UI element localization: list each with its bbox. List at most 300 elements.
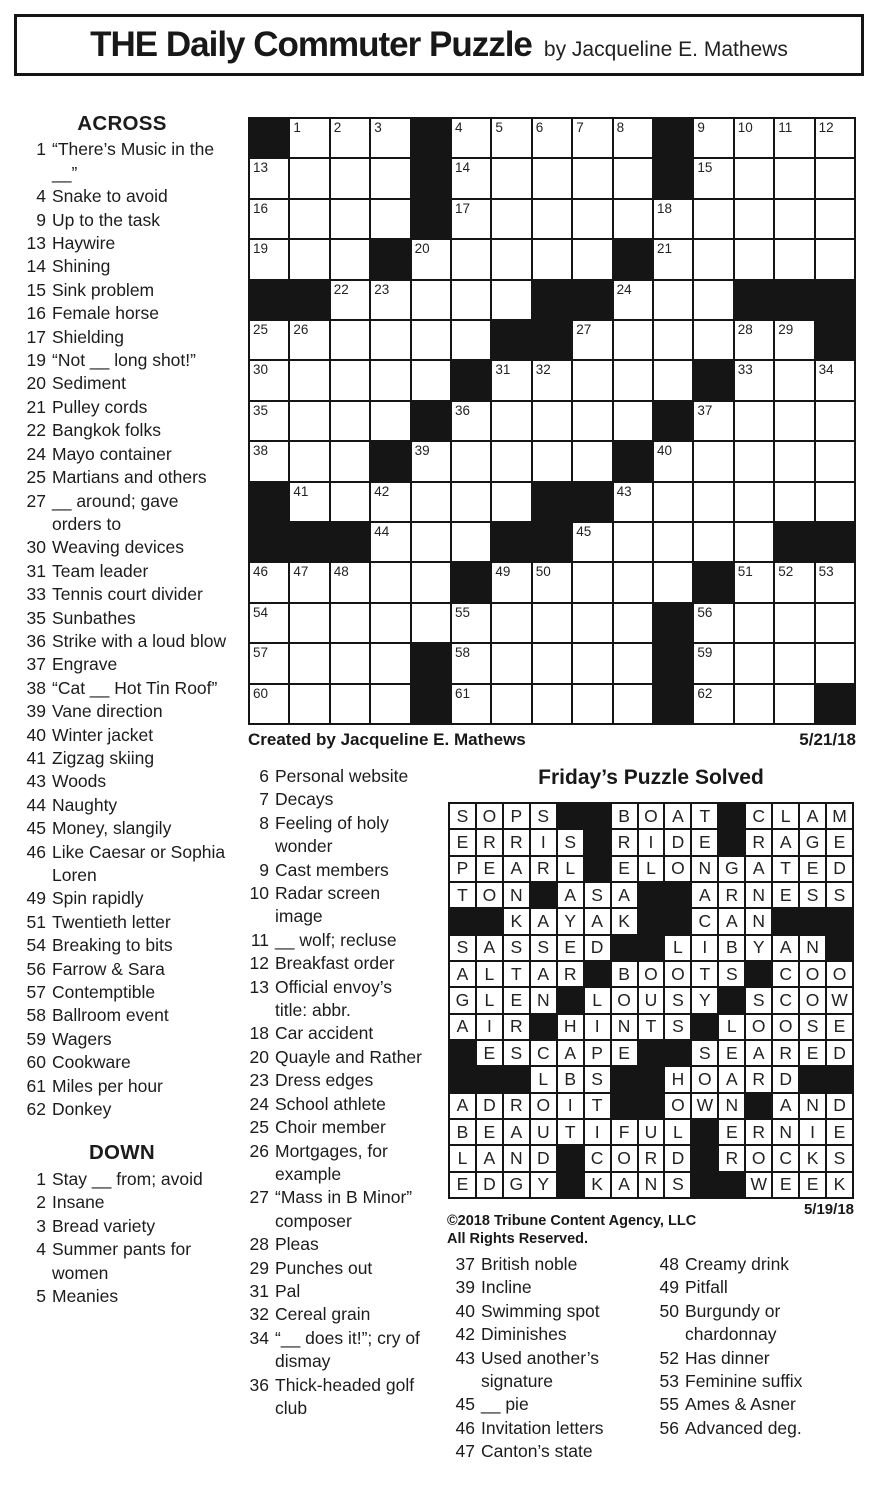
grid-cell xyxy=(371,604,409,642)
grid-cell xyxy=(531,1146,556,1170)
grid-cell xyxy=(250,442,288,480)
clue-text: Dress edges xyxy=(275,1070,374,1091)
down-clue-list-middle xyxy=(242,765,422,1420)
clue-item xyxy=(16,934,228,957)
grid-cell xyxy=(614,563,652,601)
cell-letter: S xyxy=(672,1174,684,1195)
cell-letter: G xyxy=(805,831,820,852)
grid-cell xyxy=(800,1173,825,1197)
grid-cell xyxy=(612,1120,637,1144)
grid-cell xyxy=(412,604,450,642)
clue-item xyxy=(242,1233,422,1256)
black-square xyxy=(412,200,450,238)
grid-cell xyxy=(800,936,825,960)
grid-cell xyxy=(639,804,664,828)
grid-cell xyxy=(773,1094,798,1118)
byline: by Jacqueline E. Mathews xyxy=(543,38,788,61)
cell-letter: E xyxy=(725,1121,738,1142)
grid-cell xyxy=(694,402,732,440)
grid-cell xyxy=(775,200,813,238)
black-square xyxy=(477,909,502,933)
clue-item xyxy=(652,1300,868,1347)
cell-letter: R xyxy=(752,1068,766,1089)
cell-number: 49 xyxy=(495,564,511,580)
grid-cell xyxy=(371,523,409,561)
grid-cell xyxy=(654,281,692,319)
clue-item xyxy=(16,490,228,537)
grid-cell xyxy=(585,909,610,933)
cell-letter: W xyxy=(831,989,848,1010)
down-clue-list-bottom-left xyxy=(448,1253,654,1464)
grid-cell xyxy=(504,804,529,828)
grid-cell xyxy=(452,200,490,238)
cell-letter: A xyxy=(456,963,469,984)
cell-letter: E xyxy=(456,1174,469,1195)
cell-letter: A xyxy=(779,937,792,958)
grid-cell xyxy=(492,685,530,723)
grid-cell xyxy=(450,1094,475,1118)
cell-letter: R xyxy=(483,831,496,852)
black-square xyxy=(450,1067,475,1091)
clue-item xyxy=(242,929,422,952)
clue-text: “Cat __ Hot Tin Roof” xyxy=(52,677,218,698)
cell-letter: O xyxy=(751,1016,766,1037)
cell-number: 51 xyxy=(737,564,753,580)
cell-letter: E xyxy=(618,1042,630,1063)
black-square xyxy=(639,909,664,933)
grid-cell xyxy=(719,1067,744,1091)
clue-text: Tennis court divider xyxy=(52,584,203,605)
cell-letter: R xyxy=(644,1147,658,1168)
black-square xyxy=(816,321,854,359)
cell-letter: D xyxy=(671,831,685,852)
clue-item xyxy=(16,700,228,723)
grid-cell xyxy=(639,988,664,1012)
grid-cell xyxy=(773,1041,798,1065)
clue-number: 28 xyxy=(249,1234,269,1255)
cell-letter: N xyxy=(644,1174,658,1195)
grid-cell xyxy=(533,119,571,157)
grid-cell xyxy=(719,883,744,907)
black-square xyxy=(746,962,771,986)
cell-letter: A xyxy=(672,805,684,826)
grid-cell xyxy=(735,644,773,682)
grid-cell xyxy=(816,119,854,157)
cell-number: 1 xyxy=(293,120,301,135)
cell-letter: S xyxy=(456,937,469,958)
grid-cell xyxy=(450,857,475,881)
cell-number: 53 xyxy=(818,564,834,580)
clue-number: 35 xyxy=(26,607,46,628)
grid-cell xyxy=(371,563,409,601)
clue-number: 27 xyxy=(26,490,46,511)
grid-cell xyxy=(331,402,369,440)
cell-number: 32 xyxy=(535,362,551,378)
grid-cell xyxy=(665,962,690,986)
cell-number: 23 xyxy=(374,281,390,297)
clue-number: 24 xyxy=(249,1093,269,1114)
cell-letter: A xyxy=(725,1068,738,1089)
cell-letter: E xyxy=(833,1121,846,1142)
cell-letter: S xyxy=(537,805,550,826)
clue-item xyxy=(242,859,422,882)
cell-letter: O xyxy=(805,963,820,984)
cell-number: 31 xyxy=(495,362,511,378)
clue-item xyxy=(16,560,228,583)
cell-number: 36 xyxy=(455,402,471,418)
grid-cell xyxy=(558,1041,583,1065)
cell-number: 22 xyxy=(333,281,349,297)
clue-item xyxy=(16,185,228,208)
grid-cell xyxy=(504,1041,529,1065)
grid-cell xyxy=(692,1094,717,1118)
grid-cell xyxy=(331,644,369,682)
grid-cell xyxy=(558,909,583,933)
grid-cell xyxy=(719,1015,744,1039)
cell-letter: S xyxy=(456,805,469,826)
cell-letter: I xyxy=(594,1121,600,1142)
cell-number: 55 xyxy=(455,604,471,620)
black-square xyxy=(639,936,664,960)
clue-text: Choir member xyxy=(275,1117,386,1138)
clue-number: 42 xyxy=(455,1324,475,1345)
clue-text: Sink problem xyxy=(52,279,155,300)
grid-cell xyxy=(773,988,798,1012)
clue-text: Burgundy or chardonnay xyxy=(685,1300,781,1345)
clue-number: 24 xyxy=(26,443,46,464)
clue-number: 11 xyxy=(250,929,269,950)
cell-letter: C xyxy=(590,1147,604,1168)
grid-cell xyxy=(290,442,328,480)
grid-cell xyxy=(773,830,798,854)
grid-cell xyxy=(477,830,502,854)
grid-cell xyxy=(531,1067,556,1091)
black-square xyxy=(371,240,409,278)
clue-item xyxy=(16,1028,228,1051)
clue-text: Shining xyxy=(52,256,111,277)
cell-letter: R xyxy=(563,963,577,984)
grid-cell xyxy=(573,563,611,601)
grid-cell xyxy=(492,604,530,642)
grid-cell xyxy=(773,1120,798,1144)
cell-letter: N xyxy=(536,989,550,1010)
cell-letter: K xyxy=(833,1174,846,1195)
cell-letter: S xyxy=(510,1042,523,1063)
grid-cell xyxy=(614,159,652,197)
clue-text: Pleas xyxy=(275,1234,319,1255)
grid-cell xyxy=(533,563,571,601)
grid-cell xyxy=(492,483,530,521)
grid-cell xyxy=(775,604,813,642)
cell-letter: W xyxy=(696,1095,714,1116)
grid-cell xyxy=(665,1067,690,1091)
grid-cell xyxy=(665,1173,690,1197)
grid-cell xyxy=(816,361,854,399)
grid-cell xyxy=(612,988,637,1012)
grid-cell xyxy=(775,361,813,399)
grid-cell xyxy=(816,483,854,521)
clue-text: Pulley cords xyxy=(52,396,148,417)
grid-cell xyxy=(477,1173,502,1197)
clue-number: 1 xyxy=(36,139,46,160)
clue-item xyxy=(16,443,228,466)
grid-cell xyxy=(533,200,571,238)
grid-cell xyxy=(452,644,490,682)
clue-item xyxy=(242,1303,422,1326)
grid-cell xyxy=(746,1015,771,1039)
clue-number: 1 xyxy=(36,1168,46,1189)
black-square xyxy=(639,883,664,907)
black-square xyxy=(827,936,852,960)
cell-letter: S xyxy=(752,989,765,1010)
black-square xyxy=(290,281,328,319)
grid-caption-row xyxy=(248,730,856,750)
grid-cell xyxy=(585,1094,610,1118)
black-square xyxy=(585,830,610,854)
cell-number: 4 xyxy=(455,120,463,135)
clue-number: 2 xyxy=(36,1192,46,1213)
cell-number: 56 xyxy=(697,604,713,620)
cell-letter: N xyxy=(725,1095,739,1116)
cell-letter: R xyxy=(752,831,766,852)
cell-letter: A xyxy=(618,884,630,905)
clue-number: 22 xyxy=(26,420,46,441)
black-square xyxy=(665,1041,690,1065)
grid-cell xyxy=(290,159,328,197)
clue-text: Donkey xyxy=(52,1099,112,1120)
grid-cell xyxy=(746,1173,771,1197)
black-square xyxy=(816,685,854,723)
grid-cell xyxy=(290,402,328,440)
cell-number: 52 xyxy=(778,564,794,580)
grid-cell xyxy=(290,644,328,682)
grid-cell xyxy=(746,1067,771,1091)
cell-letter: S xyxy=(591,884,603,905)
grid-cell xyxy=(477,1120,502,1144)
grid-cell xyxy=(250,563,288,601)
grid-cell xyxy=(614,402,652,440)
clue-number: 39 xyxy=(26,701,46,722)
grid-cell xyxy=(477,936,502,960)
grid-cell xyxy=(477,962,502,986)
grid-cell xyxy=(775,119,813,157)
grid-cell xyxy=(452,442,490,480)
clue-number: 25 xyxy=(249,1117,269,1138)
cell-letter: W xyxy=(750,1174,767,1195)
grid-cell xyxy=(533,644,571,682)
black-square xyxy=(719,830,744,854)
clue-item xyxy=(16,958,228,981)
grid-cell xyxy=(614,200,652,238)
clue-item xyxy=(16,911,228,934)
grid-cell xyxy=(612,1146,637,1170)
clue-text: Swimming spot xyxy=(481,1300,600,1321)
black-square xyxy=(371,442,409,480)
black-square xyxy=(827,1067,852,1091)
grid-cell xyxy=(452,281,490,319)
grid-cell xyxy=(585,1067,610,1091)
cell-letter: L xyxy=(565,858,576,879)
cell-letter: O xyxy=(671,1095,685,1116)
cell-number: 18 xyxy=(657,200,673,216)
grid-cell xyxy=(371,402,409,440)
grid-cell xyxy=(452,321,490,359)
grid-cell xyxy=(477,1041,502,1065)
cell-letter: G xyxy=(724,858,739,879)
cell-letter: A xyxy=(456,1016,469,1037)
black-square xyxy=(800,909,825,933)
clue-text: Vane direction xyxy=(52,701,163,722)
grid-cell xyxy=(614,523,652,561)
clue-number: 40 xyxy=(26,724,46,745)
clue-number: 36 xyxy=(26,630,46,651)
cell-number: 2 xyxy=(333,120,342,135)
grid-cell xyxy=(735,240,773,278)
grid-cell xyxy=(558,962,583,986)
grid-cell xyxy=(746,804,771,828)
down-clue-list-bottom-right xyxy=(652,1253,868,1440)
grid-cell xyxy=(694,321,732,359)
grid-cell xyxy=(558,1015,583,1039)
grid-cell xyxy=(827,804,852,828)
grid-cell xyxy=(800,857,825,881)
cell-letter: O xyxy=(671,858,685,879)
grid-cell xyxy=(250,685,288,723)
across-clue-list xyxy=(16,138,228,1121)
grid-cell xyxy=(612,962,637,986)
cell-letter: L xyxy=(780,805,791,826)
grid-cell xyxy=(290,685,328,723)
clue-text: Meanies xyxy=(52,1285,119,1306)
grid-cell xyxy=(290,361,328,399)
black-square xyxy=(477,1067,502,1091)
grid-cell xyxy=(773,857,798,881)
clue-number: 6 xyxy=(259,766,269,786)
clue-number: 18 xyxy=(249,1023,269,1044)
cell-letter: F xyxy=(618,1121,630,1142)
grid-cell xyxy=(371,321,409,359)
cell-number: 48 xyxy=(333,564,349,580)
black-square xyxy=(775,523,813,561)
grid-cell xyxy=(773,1173,798,1197)
clue-number: 4 xyxy=(36,186,46,207)
grid-cell xyxy=(694,442,732,480)
black-square xyxy=(533,281,571,319)
grid-cell xyxy=(746,883,771,907)
cell-letter: C xyxy=(779,989,792,1010)
grid-cell xyxy=(665,988,690,1012)
clue-item xyxy=(16,1285,228,1308)
grid-cell xyxy=(531,936,556,960)
grid-cell xyxy=(533,604,571,642)
cell-letter: H xyxy=(563,1016,577,1037)
solved-puzzle-grid xyxy=(448,802,854,1199)
grid-cell xyxy=(290,200,328,238)
grid-cell xyxy=(412,523,450,561)
cell-number: 5 xyxy=(495,120,503,135)
cell-letter: I xyxy=(594,1016,600,1037)
grid-cell xyxy=(450,1120,475,1144)
clue-number: 7 xyxy=(259,789,269,810)
grid-cell xyxy=(250,644,288,682)
cell-letter: C xyxy=(779,963,792,984)
grid-cell xyxy=(558,936,583,960)
cell-number: 7 xyxy=(576,120,584,135)
clue-item xyxy=(16,1238,228,1285)
grid-cell xyxy=(735,604,773,642)
clue-text: Weaving devices xyxy=(52,537,184,558)
black-square xyxy=(639,1094,664,1118)
copyright-notice xyxy=(447,1213,696,1248)
cell-letter: T xyxy=(699,963,711,984)
clue-number: 31 xyxy=(249,1280,269,1301)
grid-cell xyxy=(452,240,490,278)
clue-text: Like Caesar or Sophia Loren xyxy=(52,841,226,885)
clue-item xyxy=(652,1393,868,1416)
clue-item xyxy=(652,1347,868,1370)
grid-cell xyxy=(585,988,610,1012)
clue-number: 61 xyxy=(26,1075,46,1096)
grid-cell xyxy=(773,1015,798,1039)
created-by-text: Created by Jacqueline E. Mathews xyxy=(248,730,526,749)
cell-letter: A xyxy=(699,884,711,905)
grid-cell xyxy=(692,883,717,907)
grid-cell xyxy=(612,1173,637,1197)
clue-text: Snake to avoid xyxy=(52,186,168,207)
grid-cell xyxy=(585,883,610,907)
black-square xyxy=(573,281,611,319)
grid-cell xyxy=(450,1146,475,1170)
clue-item xyxy=(16,349,228,372)
clue-item xyxy=(242,1186,422,1233)
grid-cell xyxy=(331,200,369,238)
clue-item xyxy=(16,841,228,888)
grid-cell xyxy=(775,240,813,278)
grid-cell xyxy=(665,1120,690,1144)
grid-cell xyxy=(775,563,813,601)
grid-cell xyxy=(719,1094,744,1118)
cell-letter: N xyxy=(698,858,712,879)
clue-item xyxy=(242,952,422,975)
black-square xyxy=(800,1067,825,1091)
cell-letter: L xyxy=(592,989,602,1010)
clue-item xyxy=(16,794,228,817)
cell-number: 33 xyxy=(737,362,753,378)
grid-cell xyxy=(492,402,530,440)
clue-item xyxy=(16,887,228,910)
black-square xyxy=(816,281,854,319)
grid-cell xyxy=(827,988,852,1012)
clue-item xyxy=(448,1300,654,1323)
grid-cell xyxy=(250,402,288,440)
grid-cell xyxy=(250,604,288,642)
title-banner xyxy=(14,14,864,76)
cell-number: 50 xyxy=(535,564,551,580)
cell-letter: I xyxy=(702,937,708,958)
cell-number: 45 xyxy=(576,524,592,539)
clue-text: Has dinner xyxy=(685,1347,770,1368)
clue-number: 52 xyxy=(659,1347,679,1368)
clue-text: Creamy drink xyxy=(685,1254,790,1274)
grid-cell xyxy=(585,1015,610,1039)
cell-letter: C xyxy=(698,910,712,931)
grid-cell xyxy=(827,962,852,986)
grid-cell xyxy=(612,830,637,854)
clue-item xyxy=(448,1276,654,1299)
grid-cell xyxy=(735,361,773,399)
grid-cell xyxy=(452,604,490,642)
grid-cell xyxy=(250,159,288,197)
